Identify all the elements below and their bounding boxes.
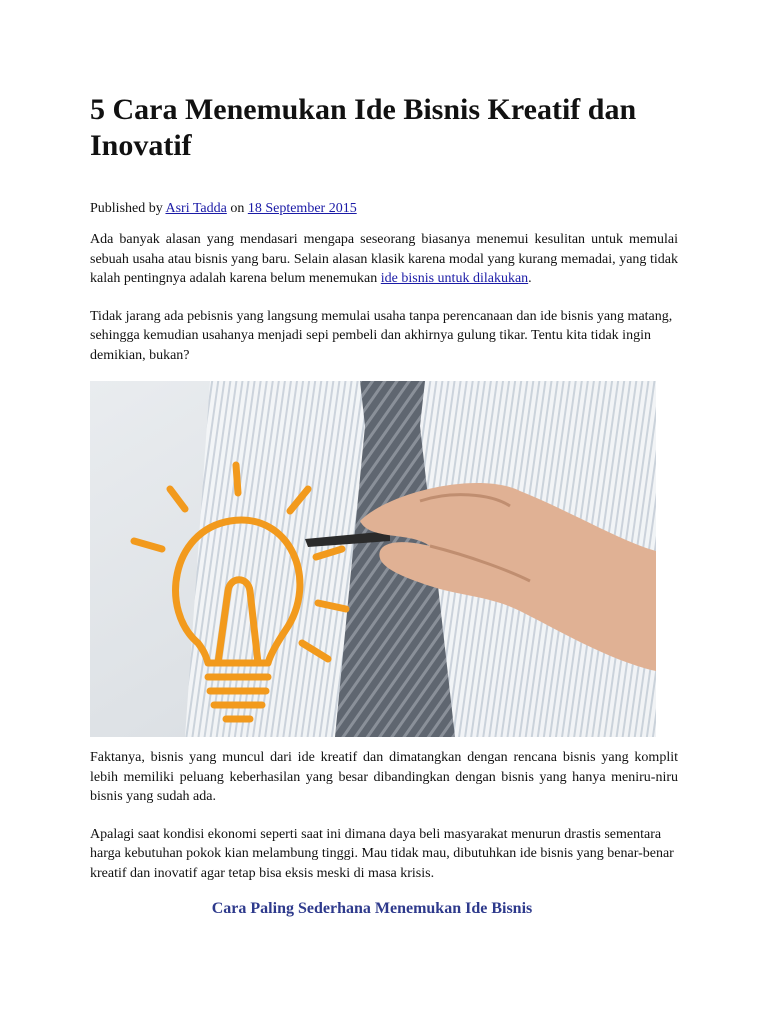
- paragraph-1: [90, 230, 678, 289]
- ide-bisnis-link[interactable]: ide bisnis untuk dilakukan: [380, 271, 529, 286]
- paragraph-3: Faktanya, bisnis yang muncul dari ide kreatif dan dimatangkan dengan rencana bisnis yang komplit lebih memiliki peluang keberhasilan yang besar dibandingkan dengan bisnis yang hanya meniru-niru bisnis yang sudah ada.: [90, 750, 678, 804]
- published-prefix: Published by: [90, 201, 163, 216]
- paragraph-1-text: Ada banyak alasan yang mendasari mengapa seseorang biasanya menemui kesulitan untuk memulai sebuah usaha atau bisnis yang baru. Selain alasan klasik karena modal yang kurang memadai, yang tidak kalah pentingnya adalah karena belum menemukan: [90, 232, 678, 286]
- byline: [90, 200, 678, 218]
- section-subheading: Cara Paling Sederhana Menemukan Ide Bisnis: [211, 900, 533, 917]
- article-body: [90, 92, 678, 918]
- on-text: on: [230, 201, 245, 216]
- paragraph-4: Apalagi saat kondisi ekonomi seperti saat ini dimana daya beli masyarakat menurun drastis sementara harga kebutuhan pokok kian melambung tinggi. Mau tidak mau, dibutuhkan ide bisnis yang benar-benar kreatif dan inovatif agar tetap bisa eksis meski di masa krisis.: [90, 826, 674, 881]
- hero-image: [90, 381, 656, 737]
- article-title: 5 Cara Menemukan Ide Bisnis Kreatif dan Inovatif: [90, 93, 637, 162]
- date-link[interactable]: 18 September 2015: [247, 201, 357, 216]
- paragraph-1-end: .: [528, 271, 532, 286]
- paragraph-2: Tidak jarang ada pebisnis yang langsung memulai usaha tanpa perencanaan dan ide bisnis yang matang, sehingga kemudian usahanya menjadi sepi pembeli dan akhirnya gulung tikar. Tentu kita tidak ingin demikian, bukan?: [90, 308, 673, 363]
- author-link[interactable]: Asri Tadda: [165, 201, 227, 216]
